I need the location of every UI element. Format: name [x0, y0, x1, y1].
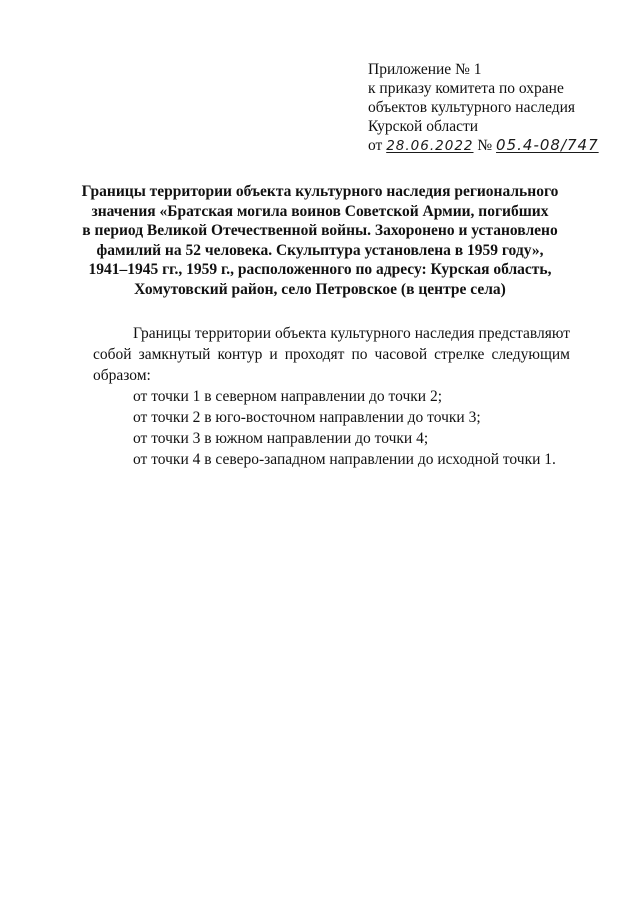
heading-line: значения «Братская могила воинов Советской Армии, погибших — [91, 202, 549, 220]
order-prefix: от — [368, 137, 383, 154]
boundary-item: от точки 4 в северо-западном направлении до исходной точки 1. — [133, 451, 556, 468]
order-number-label: № — [477, 137, 493, 154]
appendix-block — [368, 60, 618, 156]
intro-paragraph: Границы территории объекта культурного наследия представляют собой замкнутый контур и проходят по часовой стрелке следующим образом: — [93, 325, 570, 384]
order-date: 28.06.2022 — [386, 138, 474, 154]
document-body — [93, 323, 570, 470]
boundary-item: от точки 3 в южном направлении до точки 4; — [133, 430, 429, 447]
heading-line: фамилий на 52 человека. Скульптура установлена в 1959 году», — [96, 241, 544, 259]
appendix-line: объектов культурного наследия — [368, 99, 576, 116]
appendix-title: Приложение № 1 — [368, 61, 482, 78]
order-line — [368, 136, 618, 156]
order-number: 05.4-08/747 — [496, 136, 599, 154]
document-heading — [70, 182, 570, 299]
heading-line: в период Великой Отечественной войны. Захоронено и установлено — [82, 222, 558, 239]
heading-line: Хомутовский район, село Петровское (в центре села) — [134, 280, 506, 298]
appendix-line: к приказу комитета по охране — [368, 80, 564, 97]
boundary-item: от точки 1 в северном направлении до точки 2; — [133, 388, 443, 405]
heading-line: Границы территории объекта культурного наследия регионального — [81, 183, 559, 200]
appendix-line: Курской области — [368, 118, 479, 135]
heading-line: 1941–1945 гг., 1959 г., расположенного по адресу: Курская область, — [88, 261, 552, 278]
boundary-item: от точки 2 в юго-восточном направлении до точки 3; — [133, 409, 481, 426]
